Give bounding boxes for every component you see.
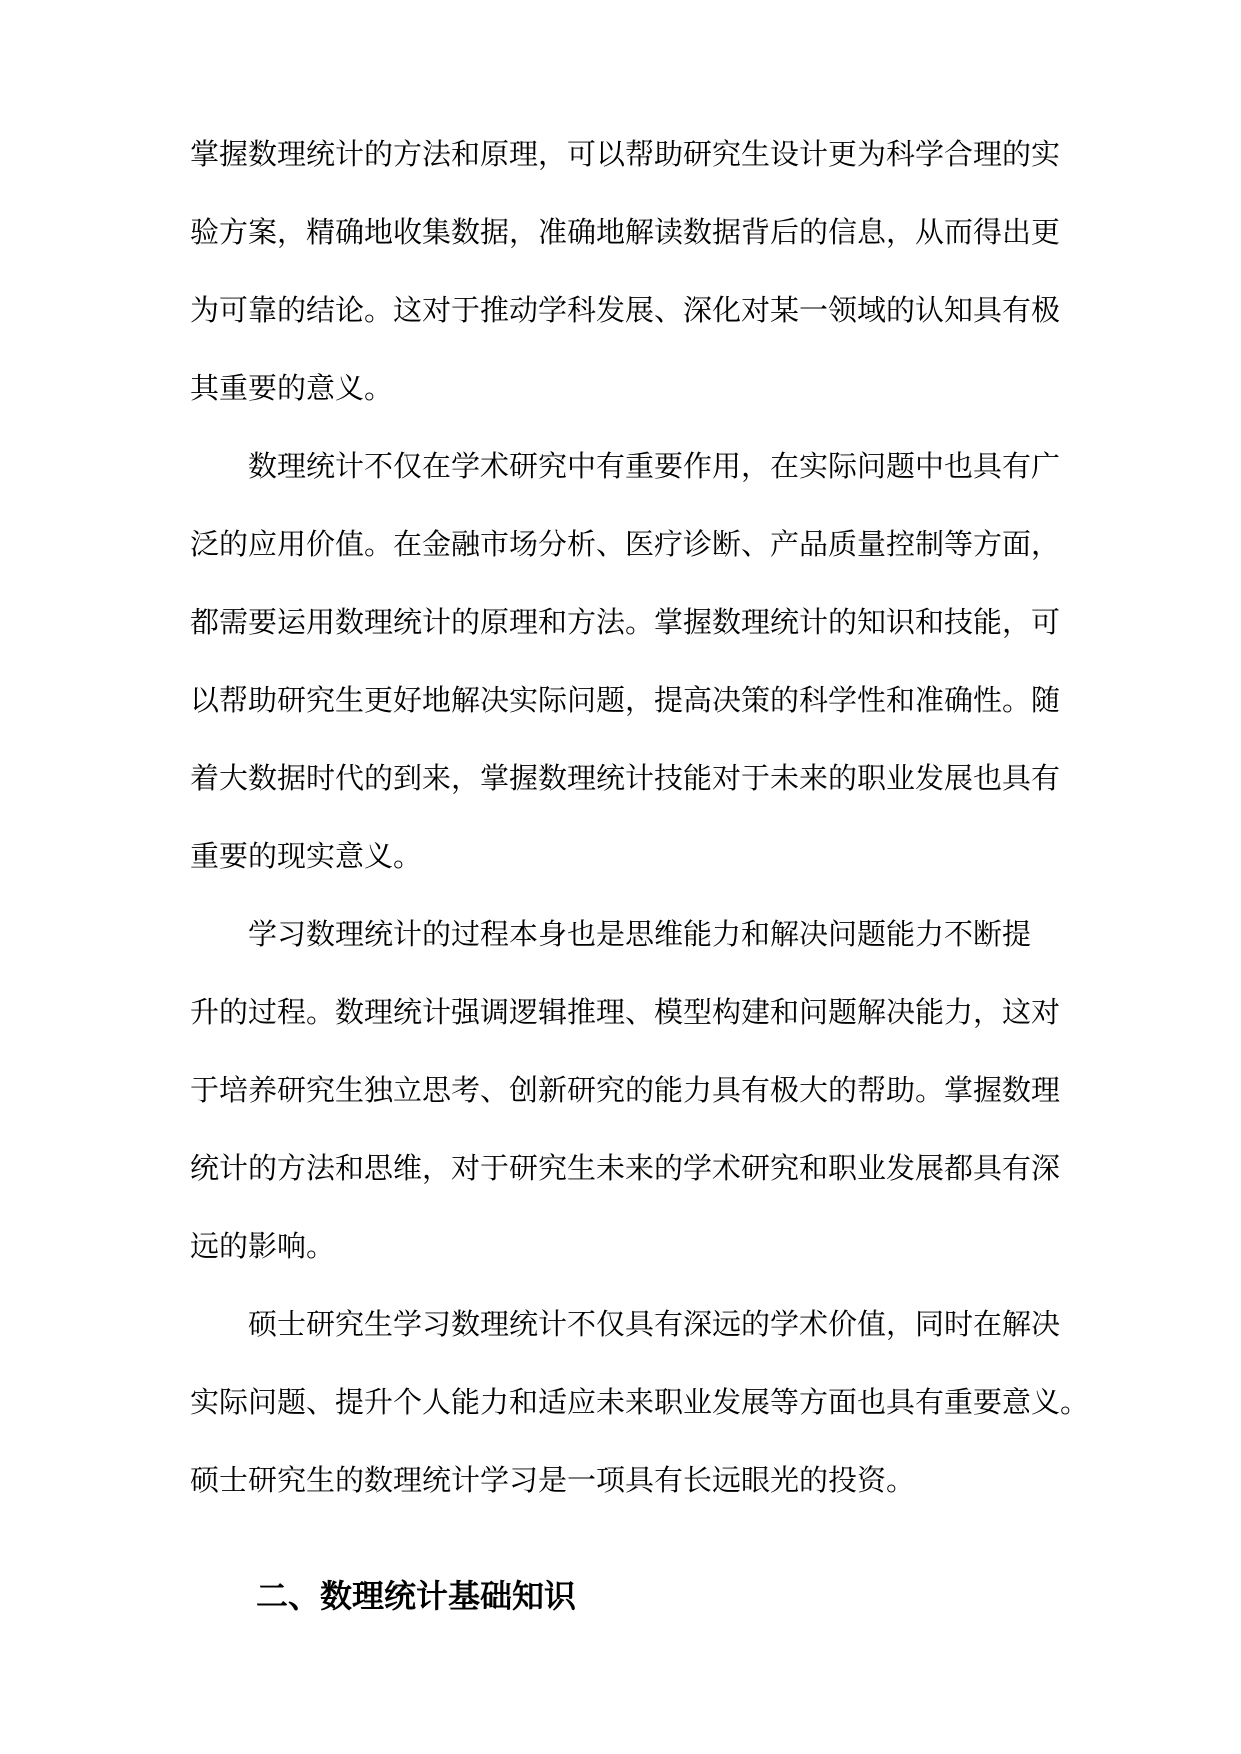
paragraph-1-line-4: 其重要的意义。 (190, 371, 394, 405)
paragraph-2-line-2: 泛的应用价值。在金融市场分析、医疗诊断、产品质量控制等方面， (190, 527, 1061, 561)
paragraph-2-line-5: 着大数据时代的到来，掌握数理统计技能对于未来的职业发展也具有 (190, 761, 1061, 795)
paragraph-3-line-2: 升的过程。数理统计强调逻辑推理、模型构建和问题解决能力，这对 (190, 995, 1061, 1029)
paragraph-4-line-2: 实际问题、提升个人能力和适应未来职业发展等方面也具有重要意义。 (190, 1385, 1090, 1419)
paragraph-1-line-3: 为可靠的结论。这对于推动学科发展、深化对某一领域的认知具有极 (190, 293, 1061, 327)
paragraph-1-line-1: 掌握数理统计的方法和原理，可以帮助研究生设计更为科学合理的实 (190, 137, 1061, 171)
paragraph-3-line-5: 远的影响。 (190, 1229, 336, 1263)
paragraph-4-line-1: 硕士研究生学习数理统计不仅具有深远的学术价值，同时在解决 (248, 1307, 1061, 1341)
section-heading: 二、数理统计基础知识 (256, 1577, 577, 1615)
paragraph-4-line-3: 硕士研究生的数理统计学习是一项具有长远眼光的投资。 (190, 1463, 916, 1497)
paragraph-3-line-4: 统计的方法和思维，对于研究生未来的学术研究和职业发展都具有深 (190, 1151, 1061, 1185)
paragraph-2-line-6: 重要的现实意义。 (190, 839, 423, 873)
paragraph-2-line-1: 数理统计不仅在学术研究中有重要作用，在实际问题中也具有广 (248, 449, 1061, 483)
paragraph-2-line-4: 以帮助研究生更好地解决实际问题，提高决策的科学性和准确性。随 (190, 683, 1061, 717)
paragraph-3-line-3: 于培养研究生独立思考、创新研究的能力具有极大的帮助。掌握数理 (190, 1073, 1061, 1107)
paragraph-1-line-2: 验方案，精确地收集数据，准确地解读数据背后的信息，从而得出更 (190, 215, 1061, 249)
paragraph-3-line-1: 学习数理统计的过程本身也是思维能力和解决问题能力不断提 (248, 917, 1032, 951)
paragraph-2-line-3: 都需要运用数理统计的原理和方法。掌握数理统计的知识和技能，可 (190, 605, 1061, 639)
